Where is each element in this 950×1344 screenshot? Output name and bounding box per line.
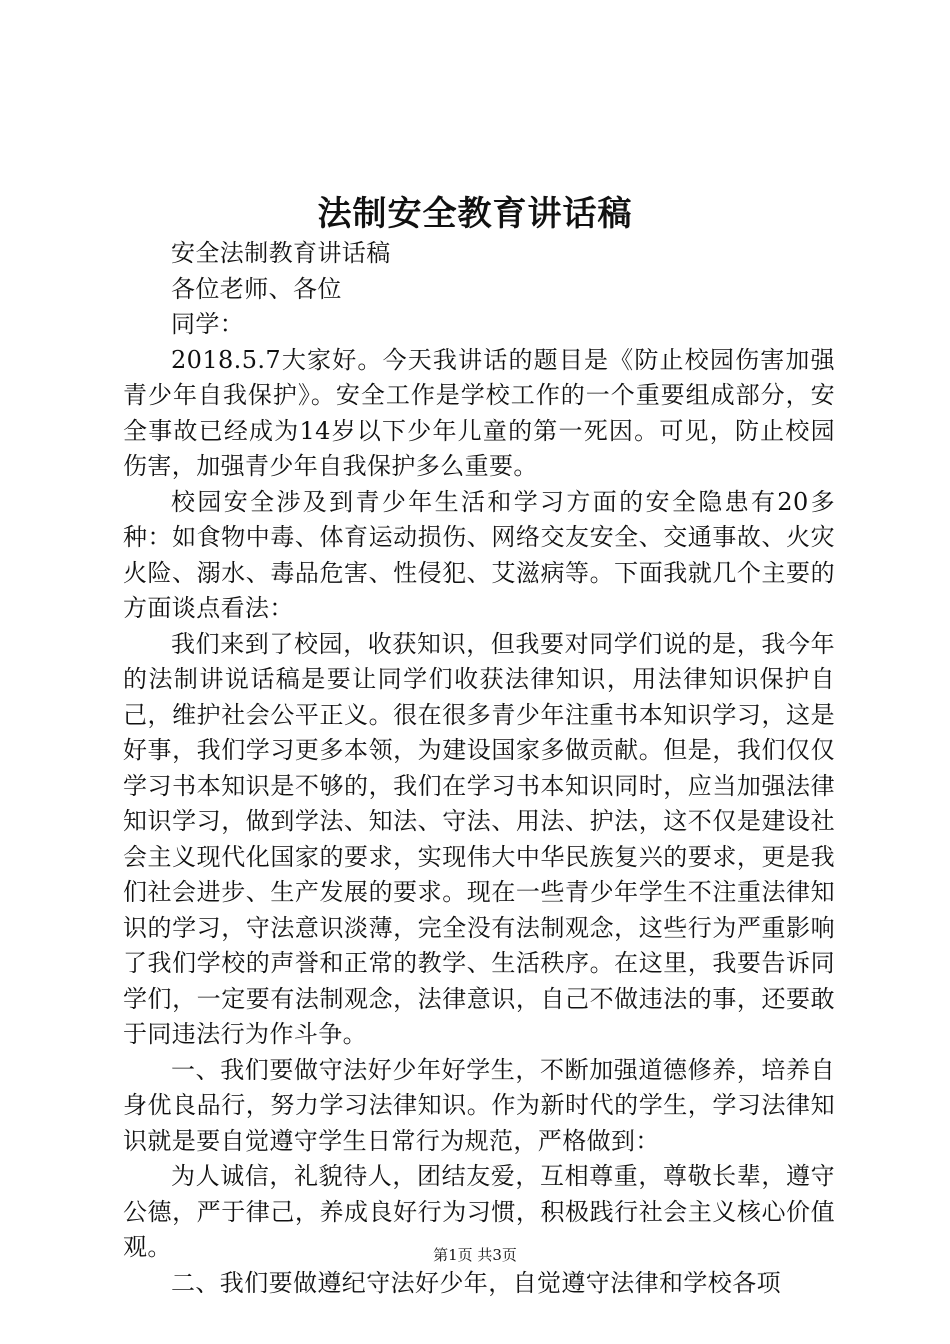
page-number-footer: 第1页 共3页 (433, 1246, 517, 1264)
paragraph-conduct: 为人诚信，礼貌待人，团结友爱，互相尊重，尊敬长辈，遵守公德，严于律己，养成良好行为习惯，积极践行社会主义核心价值观。 (123, 1162, 835, 1261)
paragraph-point-one: 一、我们要做守法好少年好学生，不断加强道德修养，培养自身优良品行，努力学习法律知识。作为新时代的学生，学习法律知识就是要自觉遵守学生日常行为规范，严格做到： (123, 1055, 835, 1155)
paragraph-point-two: 二、我们要做遵纪守法好少年，自觉遵守法律和学校各项 (171, 1268, 781, 1297)
paragraph-salutation: 各位老师、各位 (171, 274, 342, 303)
paragraph-law-knowledge: 我们来到了校园，收获知识，但我要对同学们说的是，我今年的法制讲说话稿是要让同学们收获法律知识，用法律知识保护自己，维护社会公平正义。很在很多青少年注重书本知识学习，这是好事，我们学习更多本领，为建设国家多做贡献。但是，我们仅仅学习书本知识是不够的，我们在学习书本知识同时，应当加强法律知识学习，做到学法、知法、守法、用法、护法，这不仅是建设社会主义现代化国家的要求，实现伟大中华民族复兴的要求，更是我们社会进步、生产发展的要求。现在一些青少年学生不注重法律知识的学习，守法意识淡薄，完全没有法制观念，这些行为严重影响了我们学校的声誉和正常的教学、生活秩序。在这里，我要告诉同学们，一定要有法制观念，法律意识，自己不做违法的事，还要敢于同违法行为作斗争。 (123, 629, 835, 1048)
paragraph-salutation-cont: 同学： (171, 310, 245, 338)
document-title: 法制安全教育讲话稿 (317, 194, 633, 234)
paragraph-intro: 2018.5.7大家好。今天我讲话的题目是《防止校园伤害加强青少年自我保护》。安全工作是学校工作的一个重要组成部分，安全事故已经成为14岁以下少年儿童的第一死因。可见，防止校园伤害，加强青少年自我保护多么重要。 (123, 345, 835, 480)
paragraph-subtitle: 安全法制教育讲话稿 (171, 239, 391, 267)
paragraph-hazards: 校园安全涉及到青少年生活和学习方面的安全隐患有20多种：如食物中毒、体育运动损伤、网络交友安全、交通事故、火灾火险、溺水、毒品危害、性侵犯、艾滋病等。下面我就几个主要的方面谈点看法： (123, 487, 835, 622)
document-body (123, 236, 835, 1301)
